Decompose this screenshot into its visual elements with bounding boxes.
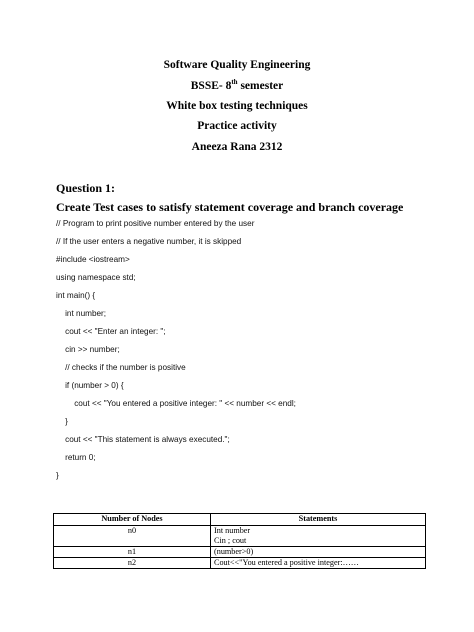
- question-title: Create Test cases to satisfy statement coverage and branch coverage: [56, 200, 404, 214]
- code-line: cout << "Enter an integer: ";: [56, 327, 166, 336]
- semester-prefix: BSSE- 8: [190, 80, 232, 92]
- column-header-statements: Statements: [211, 514, 426, 526]
- question-number: Question 1:: [56, 181, 116, 195]
- code-line: int main() {: [56, 291, 96, 300]
- code-line: }: [56, 417, 68, 426]
- code-line: // checks if the number is positive: [56, 363, 186, 372]
- code-line: int number;: [56, 309, 107, 318]
- course-title: Software Quality Engineering: [163, 59, 311, 71]
- code-line: return 0;: [56, 453, 96, 462]
- code-line: // Program to print positive number entered by the user: [56, 219, 255, 228]
- statements-cell: (number>0): [211, 547, 426, 558]
- code-line: cout << "You entered a positive integer: " << number << endl;: [56, 399, 296, 408]
- code-line: #include <iostream>: [56, 255, 130, 264]
- statements-cell: [211, 526, 426, 547]
- code-line: // If the user enters a negative number, it is skipped: [56, 237, 242, 246]
- column-header-nodes: Number of Nodes: [54, 514, 211, 526]
- statement-line: Cin ; cout: [214, 536, 247, 545]
- table-row: [54, 558, 426, 569]
- code-line: cin >> number;: [56, 345, 120, 354]
- statements-cell: Cout<<"You entered a positive integer:……: [211, 558, 426, 569]
- nodes-statements-table: [53, 513, 426, 569]
- code-line: using namespace std;: [56, 273, 136, 282]
- semester-line: [0, 79, 474, 93]
- code-line: cout << "This statement is always executed.";: [56, 435, 230, 444]
- activity-title: Practice activity: [197, 120, 277, 132]
- table-row: [54, 547, 426, 558]
- semester-superscript: th: [231, 78, 238, 86]
- semester-suffix: semester: [237, 80, 284, 92]
- statement-line: Int number: [214, 526, 251, 535]
- node-cell: n0: [54, 526, 211, 547]
- code-line: }: [56, 471, 59, 480]
- node-cell: n2: [54, 558, 211, 569]
- topic-title: White box testing techniques: [166, 100, 308, 112]
- table-row: [54, 526, 426, 547]
- code-line: if (number > 0) {: [56, 381, 124, 390]
- table-header-row: [54, 514, 426, 526]
- author-name: Aneeza Rana 2312: [191, 141, 283, 153]
- node-cell: n1: [54, 547, 211, 558]
